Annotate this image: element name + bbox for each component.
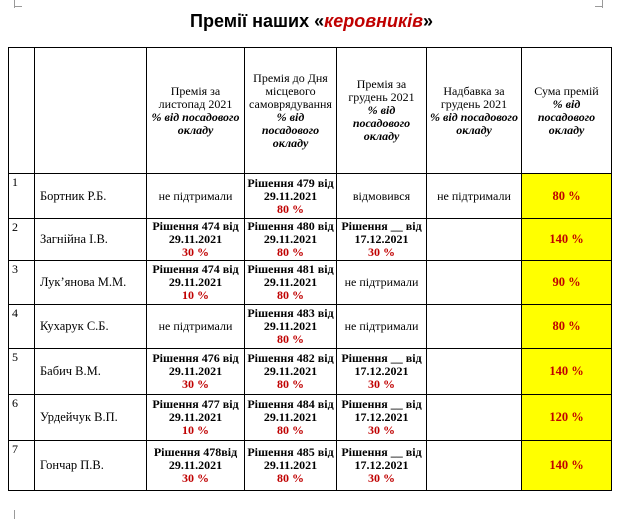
person-name: Гончар П.В. xyxy=(35,441,147,491)
decision-text: Рішення __ від 17.12.2021 xyxy=(341,351,422,378)
percent-text: 30 % xyxy=(368,423,395,437)
status-cell xyxy=(427,305,522,349)
decision-cell xyxy=(147,261,245,305)
header-label: Премія за грудень 2021 xyxy=(348,77,415,104)
decision-cell xyxy=(337,219,427,261)
status-cell xyxy=(337,305,427,349)
row-number: 6 xyxy=(9,395,35,441)
decision-cell xyxy=(245,219,337,261)
decision-cell xyxy=(337,395,427,441)
decision-cell xyxy=(337,441,427,491)
row-number: 3 xyxy=(9,261,35,305)
decision-text: Рішення 478від 29.11.2021 xyxy=(153,445,238,472)
header-label: Надбавка за грудень 2021 xyxy=(440,83,508,111)
decision-text: Рішення 476 від 29.11.2021 xyxy=(152,351,239,378)
status-cell xyxy=(427,395,522,441)
header-cell xyxy=(337,48,427,174)
percent-text: 80 % xyxy=(277,471,304,485)
header-sublabel: % від посадового окладу xyxy=(352,103,411,143)
status-cell xyxy=(427,219,522,261)
decision-cell xyxy=(147,219,245,261)
title-end: » xyxy=(422,11,433,31)
status-cell xyxy=(337,174,427,219)
decision-text: Рішення 482 від 29.11.2021 xyxy=(247,351,334,378)
table-row xyxy=(9,174,612,219)
status-text: не підтримали xyxy=(437,188,511,203)
row-number: 2 xyxy=(9,219,35,261)
title-emphasis: керовників xyxy=(324,11,423,31)
decision-text: Рішення __ від 17.12.2021 xyxy=(341,445,422,472)
decision-cell xyxy=(147,395,245,441)
row-number: 4 xyxy=(9,305,35,349)
percent-text: 30 % xyxy=(182,245,209,259)
decision-cell xyxy=(147,441,245,491)
decision-cell xyxy=(337,349,427,395)
person-name: Загнійна І.В. xyxy=(35,219,147,261)
percent-text: 30 % xyxy=(368,471,395,485)
decision-cell xyxy=(245,261,337,305)
decision-cell xyxy=(245,305,337,349)
percent-text: 80 % xyxy=(277,332,304,346)
status-text: не підтримали xyxy=(158,188,233,203)
bonus-sum: 80 % xyxy=(522,305,612,349)
percent-text: 80 % xyxy=(277,377,304,391)
percent-text: 30 % xyxy=(368,377,395,391)
bonus-sum: 80 % xyxy=(522,174,612,219)
percent-text: 30 % xyxy=(368,245,395,259)
percent-text: 80 % xyxy=(277,423,304,437)
header-row xyxy=(9,48,612,174)
person-name: Бортник Р.Б. xyxy=(35,174,147,219)
status-cell xyxy=(427,441,522,491)
decision-text: Рішення 477 від 29.11.2021 xyxy=(152,397,239,424)
header-cell xyxy=(245,48,337,174)
header-sublabel: % від посадового окладу xyxy=(537,96,596,137)
decision-text: Рішення 479 від 29.11.2021 xyxy=(247,175,334,203)
header-num xyxy=(9,48,35,174)
page-corner-mark xyxy=(595,6,603,7)
row-number: 7 xyxy=(9,441,35,491)
status-cell xyxy=(337,261,427,305)
person-name: Бабич В.М. xyxy=(35,349,147,395)
header-label: Премія до Дня місцевого самоврядування xyxy=(249,70,332,111)
table-row xyxy=(9,261,612,305)
percent-text: 30 % xyxy=(182,377,209,391)
status-cell xyxy=(427,174,522,219)
header-name xyxy=(35,48,147,174)
header-label: Сума премій xyxy=(534,83,599,98)
table-row xyxy=(9,219,612,261)
decision-cell xyxy=(245,441,337,491)
percent-text: 10 % xyxy=(182,288,209,302)
table-row xyxy=(9,395,612,441)
decision-text: Рішення 481 від 29.11.2021 xyxy=(247,262,334,289)
percent-text: 80 % xyxy=(277,288,304,302)
header-cell xyxy=(522,48,612,174)
percent-text: 10 % xyxy=(182,423,209,437)
status-cell xyxy=(147,174,245,219)
header-label: Премія за листопад 2021 xyxy=(158,83,233,111)
header-sublabel: % від посадового окладу xyxy=(151,109,240,137)
decision-text: Рішення 474 від 29.11.2021 xyxy=(152,262,239,289)
bonus-sum: 140 % xyxy=(522,349,612,395)
header-sublabel: % від посадового окладу xyxy=(261,109,320,150)
decision-cell xyxy=(245,174,337,219)
bonus-table xyxy=(8,47,612,491)
document-title xyxy=(0,11,623,32)
bonus-sum: 140 % xyxy=(522,219,612,261)
status-cell xyxy=(427,261,522,305)
status-text: відмовився xyxy=(352,188,411,203)
decision-cell xyxy=(147,349,245,395)
table-row xyxy=(9,305,612,349)
person-name: Урдейчук В.П. xyxy=(35,395,147,441)
percent-text: 80 % xyxy=(277,245,304,259)
header-cell xyxy=(427,48,522,174)
table-row xyxy=(9,349,612,395)
page-corner-mark xyxy=(14,6,22,7)
page-corner-mark xyxy=(14,510,15,519)
bonus-sum: 90 % xyxy=(522,261,612,305)
header-sublabel: % від посадового окладу xyxy=(430,109,518,137)
decision-cell xyxy=(245,395,337,441)
person-name: Лук’янова М.М. xyxy=(35,261,147,305)
status-cell xyxy=(427,349,522,395)
title-text: Премії наших « xyxy=(190,11,325,31)
person-name: Кухарук С.Б. xyxy=(35,305,147,349)
row-number: 5 xyxy=(9,349,35,395)
status-text: не підтримали xyxy=(344,319,419,333)
percent-text: 80 % xyxy=(277,201,304,216)
status-cell xyxy=(147,305,245,349)
table-row xyxy=(9,441,612,491)
decision-text: Рішення 485 від 29.11.2021 xyxy=(247,445,334,472)
decision-text: Рішення __ від 17.12.2021 xyxy=(341,397,422,424)
decision-text: Рішення 474 від 29.11.2021 xyxy=(152,219,239,246)
decision-cell xyxy=(245,349,337,395)
bonus-sum: 120 % xyxy=(522,395,612,441)
decision-text: Рішення 480 від 29.11.2021 xyxy=(247,219,334,246)
row-number: 1 xyxy=(9,174,35,219)
decision-text: Рішення 484 від 29.11.2021 xyxy=(247,397,334,424)
header-cell xyxy=(147,48,245,174)
status-text: не підтримали xyxy=(344,275,419,289)
bonus-sum: 140 % xyxy=(522,441,612,491)
status-text: не підтримали xyxy=(158,319,233,333)
decision-text: Рішення 483 від 29.11.2021 xyxy=(247,306,334,333)
decision-text: Рішення __ від 17.12.2021 xyxy=(341,219,422,246)
percent-text: 30 % xyxy=(182,471,209,485)
